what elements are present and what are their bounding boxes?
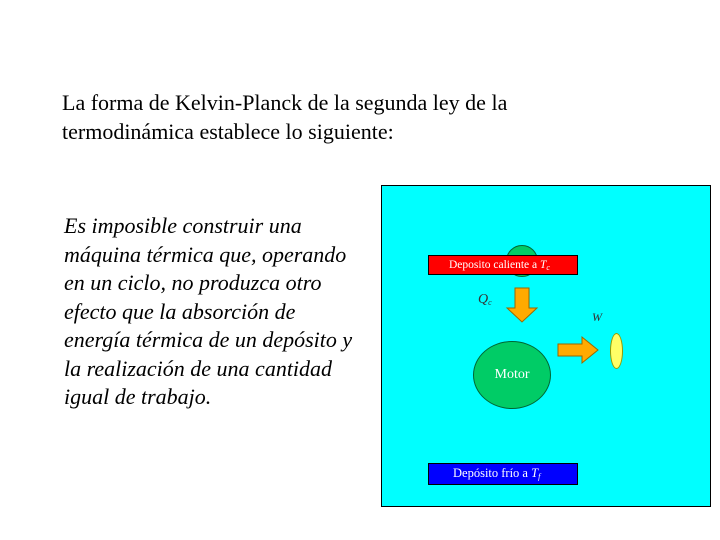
work-flow-arrow (558, 337, 598, 363)
cold-reservoir-label: Depósito frío a (453, 466, 532, 480)
cold-reservoir (428, 463, 578, 485)
diagram-arrows (382, 186, 712, 508)
heat-label (478, 292, 492, 308)
heat-subscript: c (488, 298, 492, 307)
hot-reservoir-label: Deposito caliente a (449, 259, 541, 271)
kelvin-planck-statement: Es imposible construir una máquina térmica que, operando en un ciclo, no produzca otro efecto que la absorción de energía térmica de un depósito y la realización de una cantidad igual de trabajo. (64, 213, 353, 409)
work-label: W (592, 310, 602, 324)
hot-reservoir-subscript: c (546, 263, 550, 272)
intro-text: La forma de Kelvin-Planck de la segunda ley de la termodinámica establece lo siguiente: (62, 90, 508, 144)
heat-symbol: Q (478, 292, 489, 307)
heat-flow-arrow (507, 288, 537, 322)
hot-reservoir-symbol: T (540, 259, 547, 271)
engine: Motor (473, 341, 551, 409)
cold-reservoir-subscript: f (538, 472, 541, 481)
cold-reservoir-symbol: T (531, 466, 539, 480)
work-output (610, 333, 623, 369)
heat-engine-diagram (381, 185, 711, 507)
